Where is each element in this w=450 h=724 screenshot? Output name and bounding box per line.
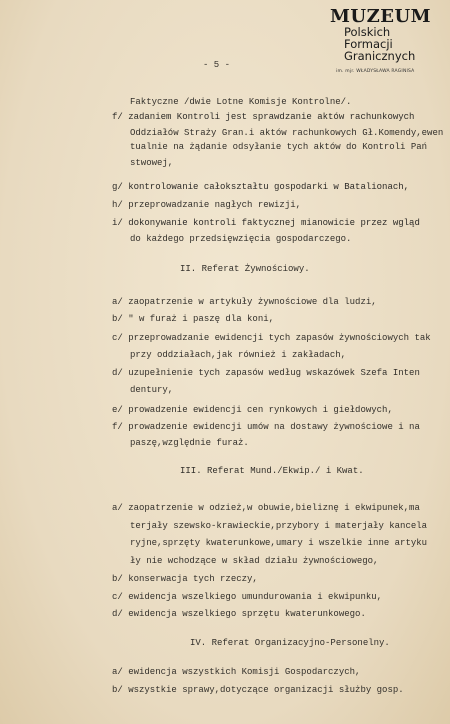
text-line: paszę,względnie furaż.	[130, 438, 249, 448]
text-line: Faktyczne /dwie Lotne Komisje Kontrolne/.	[130, 97, 352, 107]
text-line: stwowej,	[130, 158, 174, 168]
text-line: a/ zaopatrzenie w artykuły żywnościowe dla ludzi,	[112, 297, 377, 307]
museum-logo	[330, 6, 442, 82]
text-line: a/ ewidencja wszystkich Komisji Gospodarczych,	[112, 667, 361, 677]
logo-line-granicznych: Granicznych	[344, 49, 416, 63]
section-heading: II. Referat Żywnościowy.	[180, 264, 310, 274]
text-line: h/ przeprowadzanie nagłych rewizji,	[112, 200, 302, 210]
text-line: Oddziałów Straży Gran.i aktów rachunkowych Gł.Komendy,ewen	[130, 128, 444, 138]
page-number: - 5 -	[203, 60, 231, 70]
text-line: f/ prowadzenie ewidencji umów na dostawy żywnościowe i na	[112, 422, 420, 432]
text-line: b/ " w furaż i paszę dla koni,	[112, 314, 275, 324]
text-line: b/ konserwacja tych rzeczy,	[112, 574, 258, 584]
text-line: g/ kontrolowanie całokształtu gospodarki w Batalionach,	[112, 182, 410, 192]
text-line: d/ uzupełnienie tych zapasów według wskazówek Szefa Inten	[112, 368, 420, 378]
text-line: tualnie na żądanie odsyłanie tych aktów do Kontroli Pań	[130, 142, 428, 152]
text-line: ryjne,sprzęty kwaterunkowe,umary i wszelkie inne artyku	[130, 538, 428, 548]
section-heading: IV. Referat Organizacyjno-Personelny.	[190, 638, 390, 648]
logo-line-formacji: Formacji	[344, 37, 393, 51]
logo-subtitle: im. mjr. WŁADYSŁAWA RAGINISA	[336, 69, 415, 74]
text-line: dentury,	[130, 385, 174, 395]
text-line: c/ przeprowadzanie ewidencji tych zapasów żywnościowych tak	[112, 333, 431, 343]
text-line: f/ zadaniem Kontroli jest sprawdzanie aktów rachunkowych	[112, 112, 415, 122]
text-line: e/ prowadzenie ewidencji cen rynkowych i giełdowych,	[112, 405, 393, 415]
text-line: c/ ewidencja wszelkiego umundurowania i ekwipunku,	[112, 592, 383, 602]
text-line: do każdego przedsięwzięcia gospodarczego.	[130, 234, 352, 244]
text-line: i/ dokonywanie kontroli faktycznej mianowicie przez wgląd	[112, 218, 420, 228]
text-line: terjały szewsko-krawieckie,przybory i materjały kancela	[130, 521, 428, 531]
section-heading: III. Referat Mund./Ekwip./ i Kwat.	[180, 466, 364, 476]
text-line: przy oddziałach,jak również i zakładach,	[130, 350, 347, 360]
text-line: d/ ewidencja wszelkiego sprzętu kwaterunkowego.	[112, 609, 366, 619]
logo-title: MUZEUM	[330, 6, 432, 27]
text-line: ły nie wchodzące w skład działu żywnościowego,	[130, 556, 379, 566]
text-line: a/ zaopatrzenie w odzież,w obuwie,bieliznę i ekwipunek,ma	[112, 503, 420, 513]
logo-line-polskich: Polskich	[344, 25, 391, 39]
text-line: b/ wszystkie sprawy,dotyczące organizacji służby gosp.	[112, 685, 404, 695]
